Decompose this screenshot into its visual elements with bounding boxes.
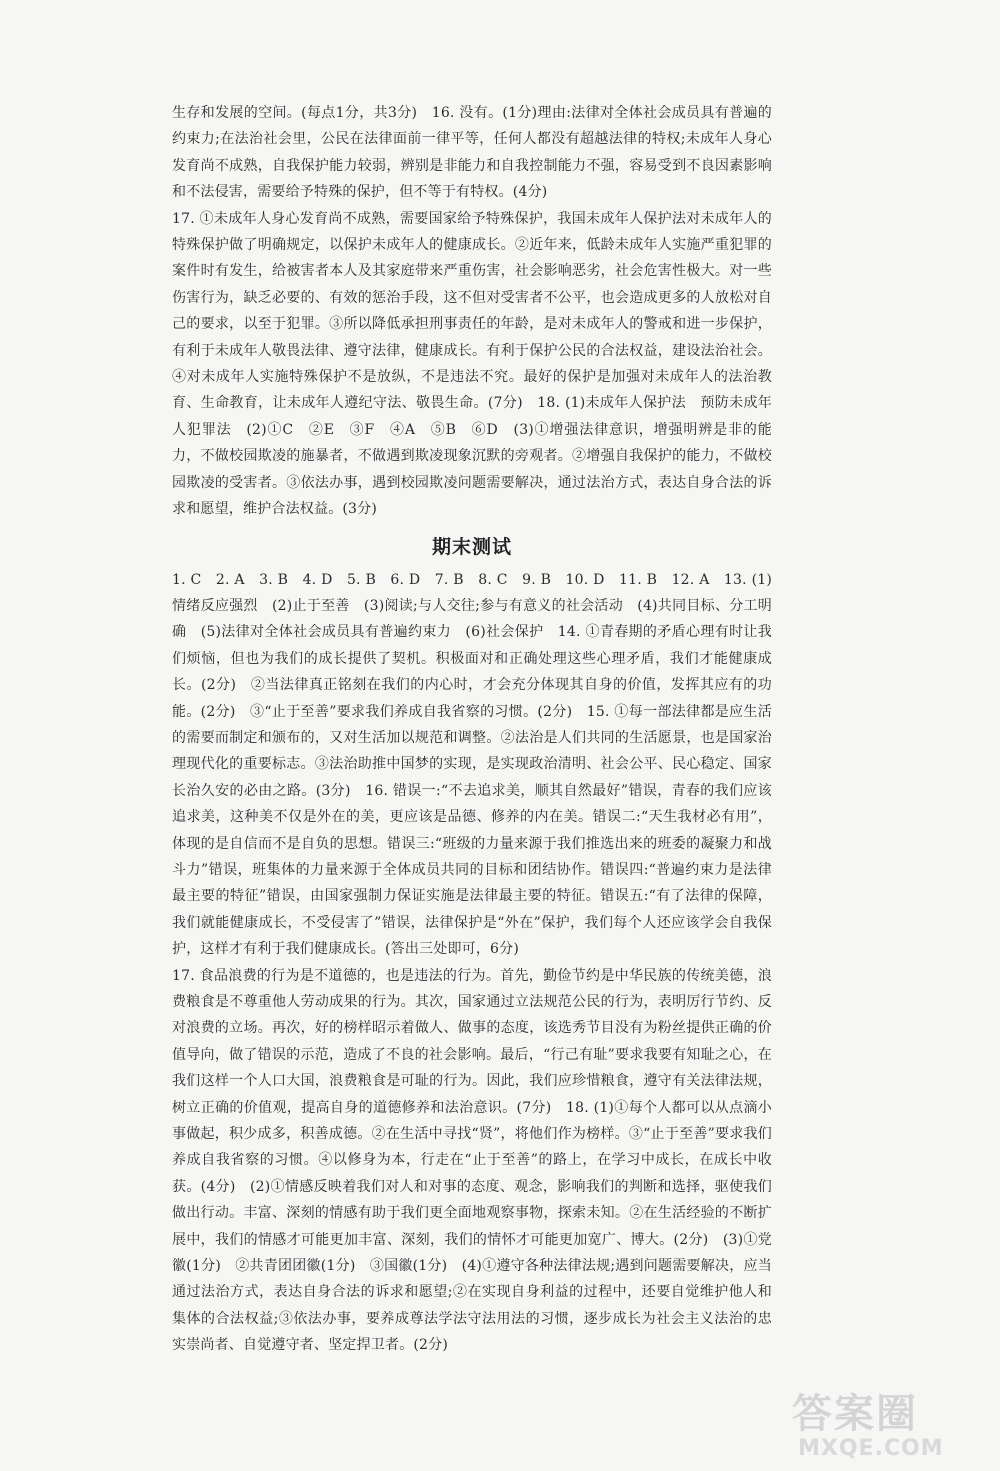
answer-paragraph-16: 生存和发展的空间。(每点1分，共3分) 16. 没有。(1分)理由:法律对全体社会成员具有普遍的约束力;在法治社会里，公民在法律面前一律平等，任何人都没有超越法律的特权;未成年人身心发育尚不成熟，自我保护能力较弱，辨别是非能力和自我控制能力不强，容易受到不良因素影响和不法侵害，需要给予特殊的保护，但不等于有特权。(4分) [172,105,772,201]
watermark-text: 答案圈 [792,1391,918,1437]
watermark-logo [792,1392,982,1464]
answer-page [172,100,772,1359]
answer-paragraph-17-18: 17. ①未成年人身心发育尚不成熟，需要国家给予特殊保护，我国未成年人保护法对未成年人的特殊保护做了明确规定，以保护未成年人的健康成长。②近年来，低龄未成年人实施严重犯罪的案件时有发生，给被害者本人及其家庭带来严重伤害，社会影响恶劣，社会危害性极大。对一些伤害行为，缺乏必要的、有效的惩治手段，这不但对受害者不公平，也会造成更多的人放松对自己的要求，以至于犯罪。③所以降低承担刑事责任的年龄，是对未成年人的警戒和进一步保护，有利于未成年人敬畏法律、遵守法律，健康成长。有利于保护公民的合法权益，建设法治社会。④对未成年人实施特殊保护不是放纵，不是违法不究。最好的保护是加强对未成年人的法治教育、生命教育，让未成年人遵纪守法、敬畏生命。(7分) 18. (1)未成年人保护法 预防未成年人犯罪法 (2)①C ②E ③F ④A ⑤B ⑥D (3)①增强法律意识，增强明辨是非的能力，不做校园欺凌的施暴者，不做遇到欺凌现象沉默的旁观者。②增强自我保护的能力，不做校园欺凌的受害者。③依法办事，遇到校园欺凌问题需要解决，通过法治方式，表达自身合法的诉求和愿望，维护合法权益。(3分) [172,210,772,518]
section-title-final-test: 期末测试 [431,535,512,558]
final-test-answers-17-18: 17. 食品浪费的行为是不道德的，也是违法的行为。首先，勤俭节约是中华民族的传统美德，浪费粮食是不尊重他人劳动成果的行为。其次，国家通过立法规范公民的行为，表明厉行节约、反对浪费的立场。再次，好的榜样昭示着做人、做事的态度，该选秀节目没有为粉丝提供正确的价值导向，做了错误的示范，造成了不良的社会影响。最后，“行己有耻”要求我要有知耻之心，在我们这样一个人口大国，浪费粮食是可耻的行为。因此，我们应珍惜粮食，遵守有关法律法规，树立正确的价值观，提高自身的道德修养和法治意识。(7分) 18. (1)①每个人都可以从点滴小事做起，积少成多，积善成德。②在生活中寻找“贤”，将他们作为榜样。③“止于至善”要求我们养成自我省察的习惯。④以修身为本，行走在“止于至善”的路上，在学习中成长，在成长中收获。(4分) (2)①情感反映着我们对人和对事的态度、观念，影响我们的判断和选择，驱使我们做出行动。丰富、深刻的情感有助于我们更全面地观察事物，探索未知。②在生活经验的不断扩展中，我们的情感才可能更加丰富、深刻，我们的情怀才可能更加宽广、博大。(2分) (3)①党徽(1分) ②共青团团徽(1分) ③国徽(1分) (4)①遵守各种法律法规;遇到问题需要解决，应当通过法治方式，表达自身合法的诉求和愿望;②在实现自身利益的过程中，还要自觉维护他人和集体的合法权益;③依法办事，要养成尊法学法守法用法的习惯，逐步成长为社会主义法治的忠实崇尚者、自觉遵守者、坚定捍卫者。(2分) [172,967,772,1354]
watermark-url: MXQE.COM [798,1436,944,1461]
final-test-answers-1-16: 1. C 2. A 3. B 4. D 5. B 6. D 7. B 8. C 9. B 10. D 11. B 12. A 13. (1)情绪反应强烈 (2)止于至善 (3)阅读;与人交往;参与有意义的社会活动 (4)共同目标、分工明确 (5)法律对全体社会成员具有普遍约束力 (6)社会保护 14. ①青春期的矛盾心理有时让我们烦恼，但也为我们的成长提供了契机。积极面对和正确处理这些心理矛盾，我们才能健康成长。(2分) ②当法律真正铭刻在我们的内心时，才会充分体现其自身的价值，发挥其应有的功能。(2分) ③“止于至善”要求我们养成自我省察的习惯。(2分) 15. ①每一部法律都是应生活的需要而制定和颁布的，又对生活加以规范和调整。②法治是人们共同的生活愿景，也是国家治理现代化的重要标志。③法治助推中国梦的实现，是实现政治清明、社会公平、民心稳定、国家长治久安的必由之路。(3分) 16. 错误一:“不去追求美，顺其自然最好”错误，青春的我们应该追求美，这种美不仅是外在的美，更应该是品德、修养的内在美。错误二:“天生我材必有用”，体现的是自信而不是自负的思想。错误三:“班级的力量来源于我们推选出来的班委的凝聚力和战斗力”错误，班集体的力量来源于全体成员共同的目标和团结协作。错误四:“普遍约束力是法律最主要的特征”错误，由国家强制力保证实施是法律最主要的特征。错误五:“有了法律的保障，我们就能健康成长，不受侵害了”错误，法律保护是“外在”保护，我们每个人还应该学会自我保护，这样才有利于我们健康成长。(答出三处即可，6分) [172,571,772,958]
